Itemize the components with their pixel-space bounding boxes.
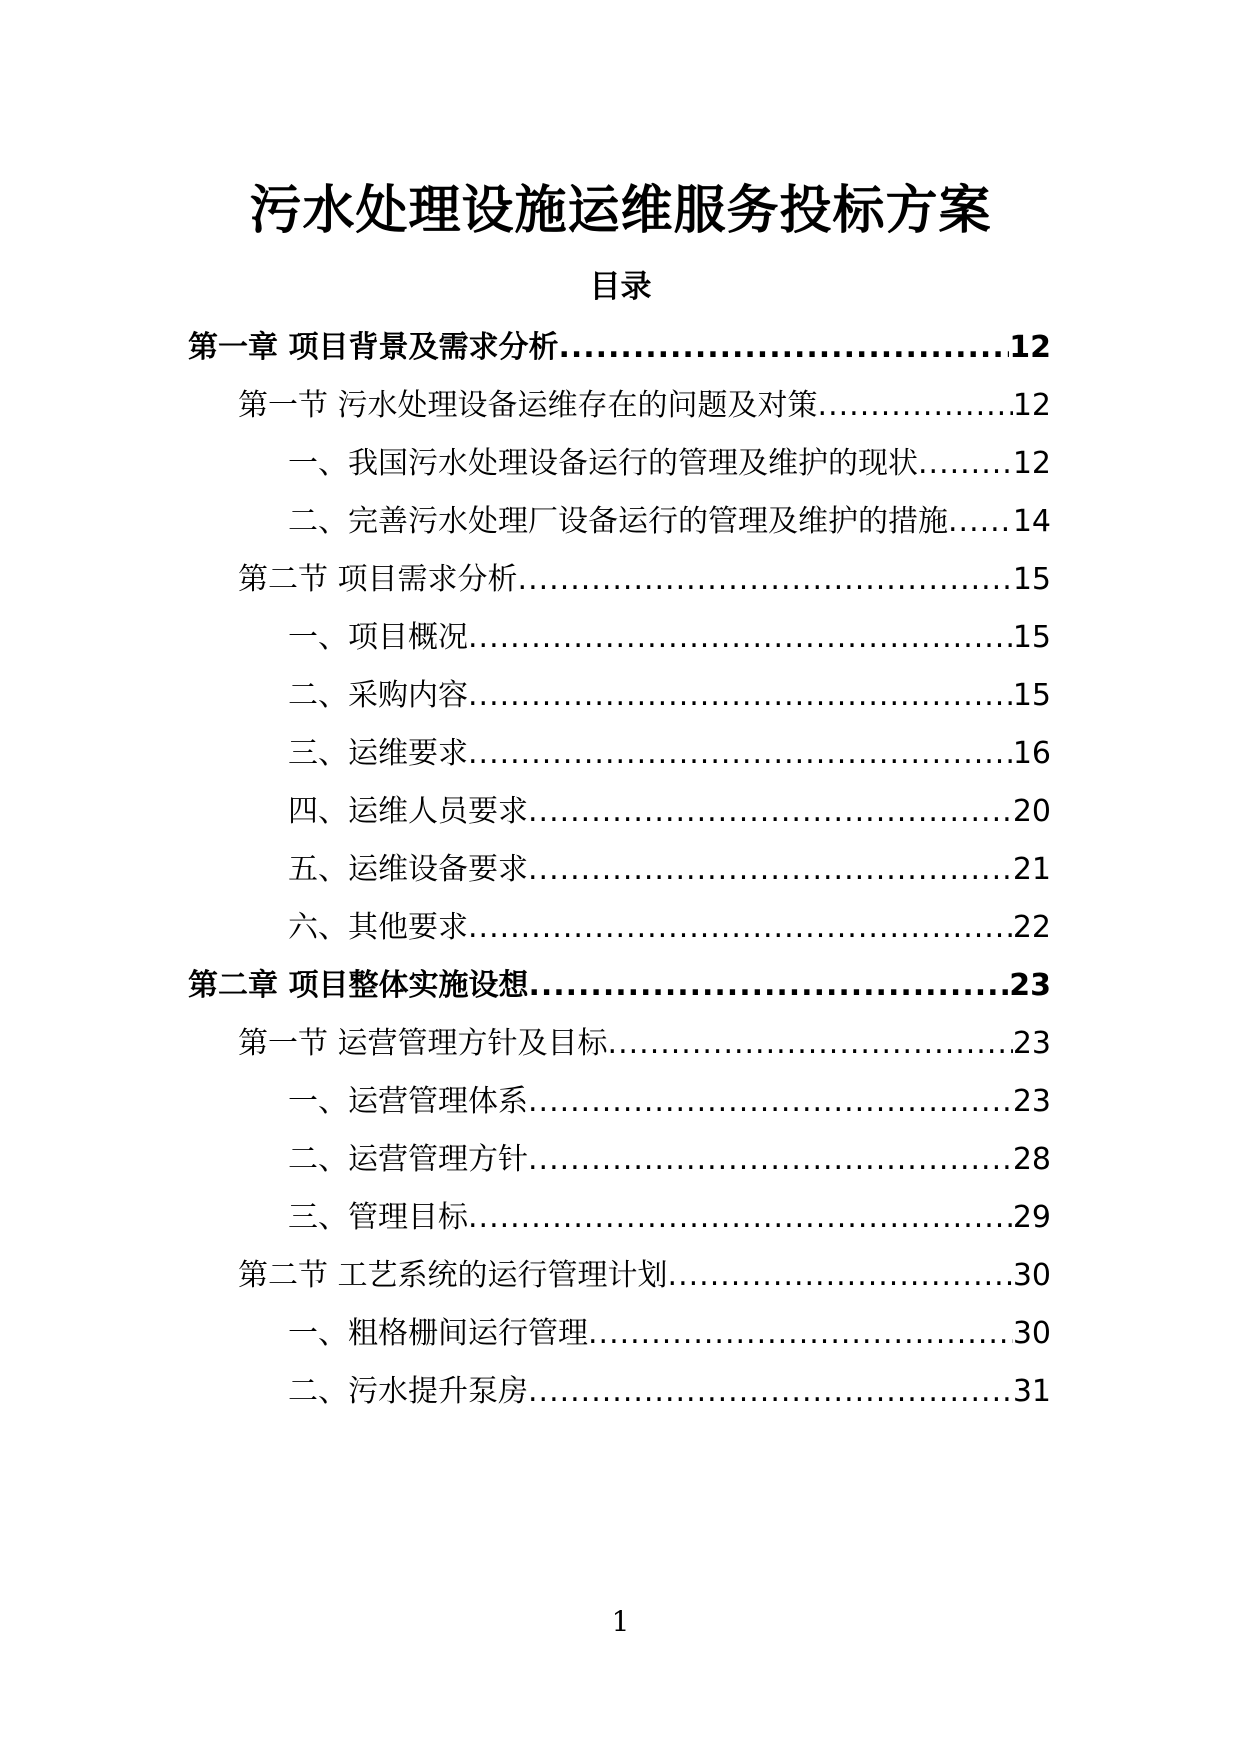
toc-heading: 目录 <box>589 269 652 305</box>
toc-entry-page: 29 <box>1012 1200 1051 1235</box>
toc-leader-dots <box>668 1252 1013 1300</box>
toc-entry-label: 第一节 污水处理设备运维存在的问题及对策 <box>238 388 818 423</box>
toc-entry-label: 六、其他要求 <box>288 910 468 945</box>
toc-entry-page: 23 <box>1012 1084 1051 1119</box>
toc-entry-label: 五、运维设备要求 <box>288 852 528 887</box>
toc-entry-page: 16 <box>1012 736 1051 771</box>
toc-leader-dots <box>468 672 1013 720</box>
toc-leader-dots <box>948 498 1013 546</box>
toc-leader-dots <box>608 1020 1013 1068</box>
toc-entry[interactable] <box>288 1194 1051 1242</box>
toc-entry-label: 第一章 项目背景及需求分析 <box>188 330 559 365</box>
toc-entry-page: 12 <box>1009 330 1051 365</box>
toc-entry-page: 30 <box>1012 1258 1051 1293</box>
toc-entry-label: 二、运营管理方针 <box>288 1142 528 1177</box>
toc-entry-page: 30 <box>1012 1316 1051 1351</box>
toc-entry[interactable] <box>238 556 1051 604</box>
toc-entry-page: 23 <box>1009 968 1051 1003</box>
toc-entry-label: 第二节 工艺系统的运行管理计划 <box>238 1258 668 1293</box>
toc-leader-dots <box>528 1078 1013 1126</box>
toc-leader-dots <box>918 440 1013 488</box>
toc-entry-page: 31 <box>1012 1374 1051 1409</box>
toc-entry[interactable] <box>288 1078 1051 1126</box>
toc-leader-dots <box>558 324 1009 372</box>
toc-entry[interactable] <box>288 672 1051 720</box>
toc-entry[interactable] <box>188 962 1051 1010</box>
toc-leader-dots <box>518 556 1013 604</box>
toc-entry[interactable] <box>288 498 1051 546</box>
toc-leader-dots <box>528 788 1013 836</box>
toc-entry[interactable] <box>288 1136 1051 1184</box>
toc-leader-dots <box>468 614 1013 662</box>
toc-leader-dots <box>528 846 1013 894</box>
toc-entry[interactable] <box>288 614 1051 662</box>
toc-entry-page: 28 <box>1012 1142 1051 1177</box>
toc-entry-page: 12 <box>1012 446 1051 481</box>
toc-entry-label: 一、项目概况 <box>288 620 468 655</box>
toc-leader-dots <box>818 382 1013 430</box>
toc-entry-page: 15 <box>1012 620 1051 655</box>
toc-entry[interactable] <box>238 1020 1051 1068</box>
toc-entry-label: 第二章 项目整体实施设想 <box>188 968 529 1003</box>
toc-entry[interactable] <box>288 846 1051 894</box>
toc-leader-dots <box>468 904 1013 952</box>
toc-entry[interactable] <box>188 324 1051 372</box>
toc-entry-label: 三、运维要求 <box>288 736 468 771</box>
toc-entry-label: 一、粗格栅间运行管理 <box>288 1316 588 1351</box>
toc-entry-page: 15 <box>1012 678 1051 713</box>
toc-entry-label: 一、运营管理体系 <box>288 1084 528 1119</box>
toc-leader-dots <box>528 962 1009 1010</box>
toc-entry-label: 三、管理目标 <box>288 1200 468 1235</box>
toc-entry-label: 二、污水提升泵房 <box>288 1374 528 1409</box>
toc-entry[interactable] <box>288 904 1051 952</box>
toc-entry-label: 二、完善污水处理厂设备运行的管理及维护的措施 <box>288 504 948 539</box>
toc-leader-dots <box>588 1310 1013 1358</box>
toc-entry[interactable] <box>238 382 1051 430</box>
toc-entry[interactable] <box>288 1310 1051 1358</box>
toc-entry-page: 15 <box>1012 562 1051 597</box>
toc-entry[interactable] <box>238 1252 1051 1300</box>
toc-entry[interactable] <box>288 440 1051 488</box>
toc-entry-page: 23 <box>1012 1026 1051 1061</box>
toc-entry[interactable] <box>288 1368 1051 1416</box>
toc-entry-page: 22 <box>1012 910 1051 945</box>
toc-entry[interactable] <box>288 730 1051 778</box>
toc-leader-dots <box>528 1136 1013 1184</box>
document-title: 污水处理设施运维服务投标方案 <box>249 181 992 241</box>
toc-entry-label: 二、采购内容 <box>288 678 468 713</box>
toc-leader-dots <box>468 1194 1013 1242</box>
toc-entry-label: 第二节 项目需求分析 <box>238 562 518 597</box>
toc-entry-page: 12 <box>1012 388 1051 423</box>
toc-entry[interactable] <box>288 788 1051 836</box>
toc-leader-dots <box>468 730 1013 778</box>
toc-entry-label: 第一节 运营管理方针及目标 <box>238 1026 608 1061</box>
page-number: 1 <box>611 1605 630 1638</box>
toc-entry-page: 14 <box>1012 504 1051 539</box>
toc-entry-label: 四、运维人员要求 <box>288 794 528 829</box>
toc-entry-page: 20 <box>1012 794 1051 829</box>
toc-leader-dots <box>528 1368 1013 1416</box>
toc-entry-page: 21 <box>1012 852 1051 887</box>
toc-entry-label: 一、我国污水处理设备运行的管理及维护的现状 <box>288 446 918 481</box>
